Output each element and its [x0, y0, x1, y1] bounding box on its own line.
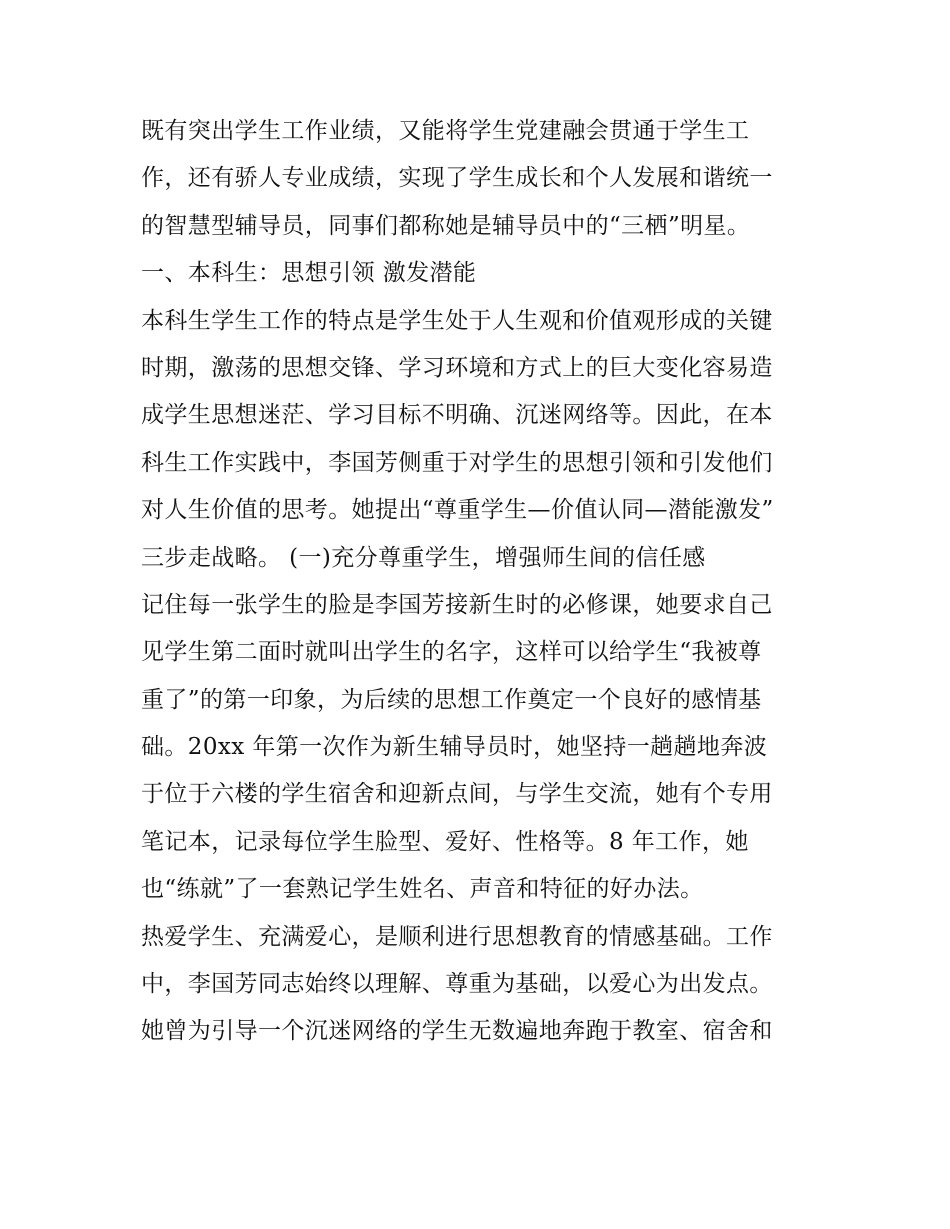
text-line: 科生工作实践中，李国芳侧重于对学生的思想引领和引发他们: [141, 449, 773, 476]
text-line: 对人生价值的思考。她提出“尊重学生—价值认同—潜能激发”: [141, 497, 774, 524]
text-line: 热爱学生、充满爱心，是顺利进行思想教育的情感基础。工作: [141, 923, 773, 950]
text-line: 记住每一张学生的脸是李国芳接新生时的必修课，她要求自己: [141, 591, 773, 618]
body-text: [141, 108, 821, 1056]
text-line: 成学生思想迷茫、学习目标不明确、沉迷网络等。因此，在本: [141, 402, 773, 429]
text-line: 她曾为引导一个沉迷网络的学生无数遍地奔跑于教室、宿舍和: [141, 1018, 773, 1045]
text-line: 于位于六楼的学生宿舍和迎新点间，与学生交流，她有个专用: [141, 781, 773, 808]
text-line: 中，李国芳同志始终以理解、尊重为基础，以爱心为出发点。: [141, 971, 773, 998]
section-heading: 一、本科生：思想引领 激发潜能: [141, 260, 477, 287]
text-line: 时期，激荡的思想交锋、学习环境和方式上的巨大变化容易造: [141, 354, 773, 381]
text-line: 作，还有骄人专业成绩，实现了学生成长和个人发展和谐统一: [141, 165, 773, 192]
text-line: 见学生第二面时就叫出学生的名字，这样可以给学生“我被尊: [141, 639, 762, 666]
text-line: 础。20xx 年第一次作为新生辅导员时，她坚持一趟趟地奔波: [141, 734, 768, 761]
text-line: 三步走战略。 (一)充分尊重学生，增强师生间的信任感: [141, 544, 706, 571]
text-line: 也“练就”了一套熟记学生姓名、声音和特征的好办法。: [141, 876, 704, 903]
text-line: 笔记本，记录每位学生脸型、爱好、性格等。8 年工作，她: [141, 828, 749, 855]
text-line: 重了”的第一印象，为后续的思想工作奠定一个良好的感情基: [141, 686, 762, 713]
text-line: 既有突出学生工作业绩，又能将学生党建融会贯通于学生工: [141, 118, 750, 144]
text-line: 的智慧型辅导员，同事们都称她是辅导员中的“三栖”明星。: [141, 212, 751, 239]
text-line: 本科生学生工作的特点是学生处于人生观和价值观形成的关键: [141, 307, 773, 334]
